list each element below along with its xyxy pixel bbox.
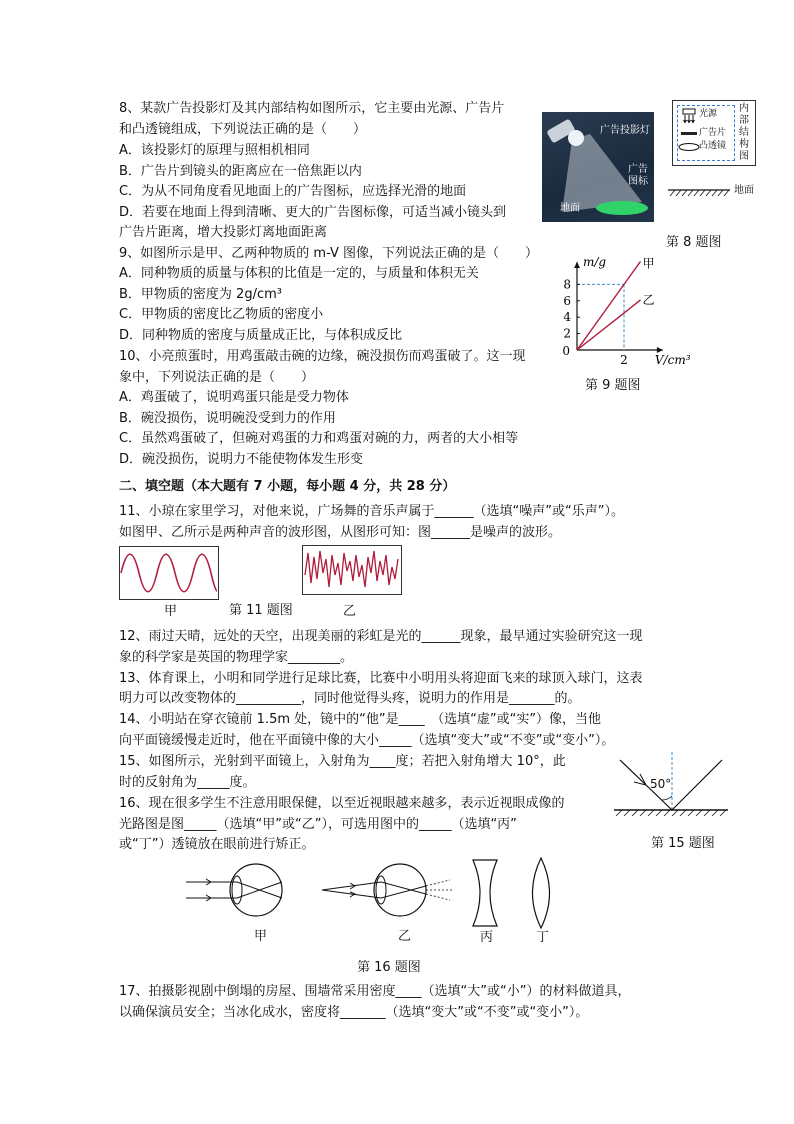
q16-eye-diagram-jia xyxy=(186,860,296,920)
y-tick-label: 2 xyxy=(563,326,571,341)
q8-option-a: A．该投影灯的原理与照相机相同 xyxy=(119,143,310,158)
series-label: 甲 xyxy=(642,256,655,271)
section2-title: 二、填空题（本大题有 7 小题，每小题 4 分，共 28 分） xyxy=(119,479,456,494)
q16-line2: 光路图是图_____（选填“甲”或“乙”），可选用图中的_____（选填“丙” xyxy=(119,817,517,832)
q15-angle-label: 50° xyxy=(650,777,672,791)
q8-stem-line2: 和凸透镜组成，下列说法正确的是（ ） xyxy=(119,122,367,137)
light-source-icon xyxy=(681,107,701,127)
q11-line2: 如图甲、乙所示是两种声音的波形图，从图形可知：图______是噪声的波形。 xyxy=(119,525,562,540)
q16-label-jia: 甲 xyxy=(254,929,268,944)
q11-waveform-noise xyxy=(302,545,402,595)
convex-lens-icon xyxy=(526,856,556,930)
q8-inner-title-char: 部 xyxy=(739,115,749,126)
q15-line2: 时的反射角为_____度。 xyxy=(119,775,256,790)
q8-ground-hatch xyxy=(668,188,734,198)
q12-line2: 象的科学家是英国的物理学家________。 xyxy=(119,650,354,665)
q10-stem-line1: 10、小亮煎蛋时，用鸡蛋敲击碗的边缘，碗没损伤而鸡蛋破了。这一现 xyxy=(119,349,526,364)
q8-option-b: B．广告片到镜头的距离应在一倍焦距以内 xyxy=(119,164,362,179)
series-line-yi xyxy=(577,300,640,350)
q11-caption: 第 11 题图 xyxy=(229,603,293,618)
q17-line2: 以确保演员安全；当冰化成水，密度将_______（选填“变大”或“不变”或“变小”）。 xyxy=(119,1005,589,1020)
q8-inner-title-char: 图 xyxy=(739,151,749,162)
q8-projector-photo xyxy=(542,112,654,222)
y-tick-label: 6 xyxy=(563,293,571,308)
q15-mirror-diagram xyxy=(614,748,734,828)
q16-caption: 第 16 题图 xyxy=(357,960,421,975)
q12-line1: 12、雨过天晴，远处的天空，出现美丽的彩虹是光的______现象，最早通过实验研究这一现 xyxy=(119,629,643,644)
q16-line3: 或“丁”）透镜放在眼前进行矫正。 xyxy=(119,837,315,852)
q9-option-b: B．甲物质的密度为 2g/cm³ xyxy=(119,287,282,302)
q8-inner-title-char: 内 xyxy=(739,103,749,114)
q17-line1: 17、拍摄影视剧中倒塌的房屋、围墙常采用密度____（选填“大”或“小”）的材料做道具， xyxy=(119,984,631,999)
q10-stem-line2: 象中，下列说法正确的是（ ） xyxy=(119,370,315,385)
film-icon xyxy=(681,131,701,137)
q10-option-b: B．碗没损伤，说明碗没受到力的作用 xyxy=(119,411,336,426)
q14-line2: 向平面镜缓慢走近时，他在平面镜中像的大小_____（选填“变大”或“不变”或“变小”）。 xyxy=(119,733,615,748)
q13-line1: 13、体育课上，小明和同学进行足球比赛，比赛中小明用头将迎面飞来的球顶入球门，这表 xyxy=(119,671,643,686)
x-tick-label: 2 xyxy=(620,353,628,367)
q10-option-c: C．虽然鸡蛋破了，但碗对鸡蛋的力和鸡蛋对碗的力，两者的大小相等 xyxy=(119,431,519,446)
x-axis-label: V/cm³ xyxy=(654,353,691,367)
q10-option-a: A．鸡蛋破了，说明鸡蛋只能是受力物体 xyxy=(119,390,349,405)
q8-option-d-line1: D．若要在地面上得到清晰、更大的广告图标像，可适当减小镜头到 xyxy=(119,205,507,220)
q9-mv-chart xyxy=(555,246,705,376)
q13-line2: 明力可以改变物体的__________，同时他觉得头疼，说明力的作用是_______的。 xyxy=(119,691,581,706)
y-axis-label: m/g xyxy=(583,255,607,269)
concave-lens-icon xyxy=(470,858,500,928)
q8-inner-lens-label: 凸透镜 xyxy=(699,141,727,151)
y-tick-label: 4 xyxy=(563,310,571,325)
q16-line1: 16、现在很多学生不注意用眼保健，以至近视眼越来越多，表示近视眼成像的 xyxy=(119,796,565,811)
q8-inner-title xyxy=(736,103,752,163)
q8-ground-label: 地面 xyxy=(734,185,754,196)
q15-line1: 15、如图所示，光射到平面镜上，入射角为____度；若把入射角增大 10°，此 xyxy=(119,754,566,769)
q16-label-bing: 丙 xyxy=(480,930,494,945)
q8-inner-structure-box xyxy=(672,100,756,166)
q16-eye-diagram-yi xyxy=(322,860,462,920)
y-axis-arrow xyxy=(574,262,580,268)
series-line-jia xyxy=(577,261,640,350)
q8-photo-label-icon1: 广告 xyxy=(628,164,648,175)
q16-label-ding: 丁 xyxy=(536,930,550,945)
q8-option-d-line2: 广告片距离，增大投影灯离地面距离 xyxy=(119,225,328,240)
convex-lens-icon xyxy=(679,143,701,153)
q10-option-d: D．碗没损伤，说明力不能使物体发生形变 xyxy=(119,452,364,467)
q8-option-c: C．为从不同角度看见地面上的广告图标，应选择光滑的地面 xyxy=(119,184,467,199)
q8-photo-label-lamp: 广告投影灯 xyxy=(600,125,650,136)
q8-inner-source-label: 光源 xyxy=(699,109,718,119)
q9-option-c: C．甲物质的密度比乙物质的密度小 xyxy=(119,307,324,322)
q8-photo-label-icon2: 图标 xyxy=(628,176,648,187)
q8-caption: 第 8 题图 xyxy=(666,235,722,250)
q8-inner-title-char: 结 xyxy=(739,127,749,138)
q9-caption: 第 9 题图 xyxy=(585,378,641,393)
q14-line1: 14、小明站在穿衣镜前 1.5m 处，镜中的“他”是____ （选填“虚”或“实”）像，当他 xyxy=(119,712,602,727)
y-tick-label: 8 xyxy=(563,277,571,292)
q9-stem: 9、如图所示是甲、乙两种物质的 m-V 图像，下列说法正确的是（ ） xyxy=(119,246,539,261)
q11-label-yi: 乙 xyxy=(343,604,357,619)
q9-option-d: D．同种物质的密度与质量成正比，与体积成反比 xyxy=(119,328,403,343)
q15-caption: 第 15 题图 xyxy=(651,836,715,851)
q8-inner-film-label: 广告片 xyxy=(699,128,727,138)
q16-label-yi: 乙 xyxy=(398,929,412,944)
q11-waveform-regular xyxy=(119,546,219,600)
x-tick-label: 0 xyxy=(562,344,570,358)
q8-photo-label-ground: 地面 xyxy=(560,203,580,214)
q8-inner-title-char: 构 xyxy=(739,139,749,150)
q8-stem-line1: 8、某款广告投影灯及其内部结构如图所示，它主要由光源、广告片 xyxy=(119,101,505,116)
q11-line1: 11、小琼在家里学习，对他来说，广场舞的音乐声属于______（选填“噪声”或“乐声”）。 xyxy=(119,504,624,519)
q9-option-a: A．同种物质的质量与体积的比值是一定的，与质量和体积无关 xyxy=(119,266,479,281)
series-label: 乙 xyxy=(642,292,655,307)
q11-label-jia: 甲 xyxy=(164,604,178,619)
